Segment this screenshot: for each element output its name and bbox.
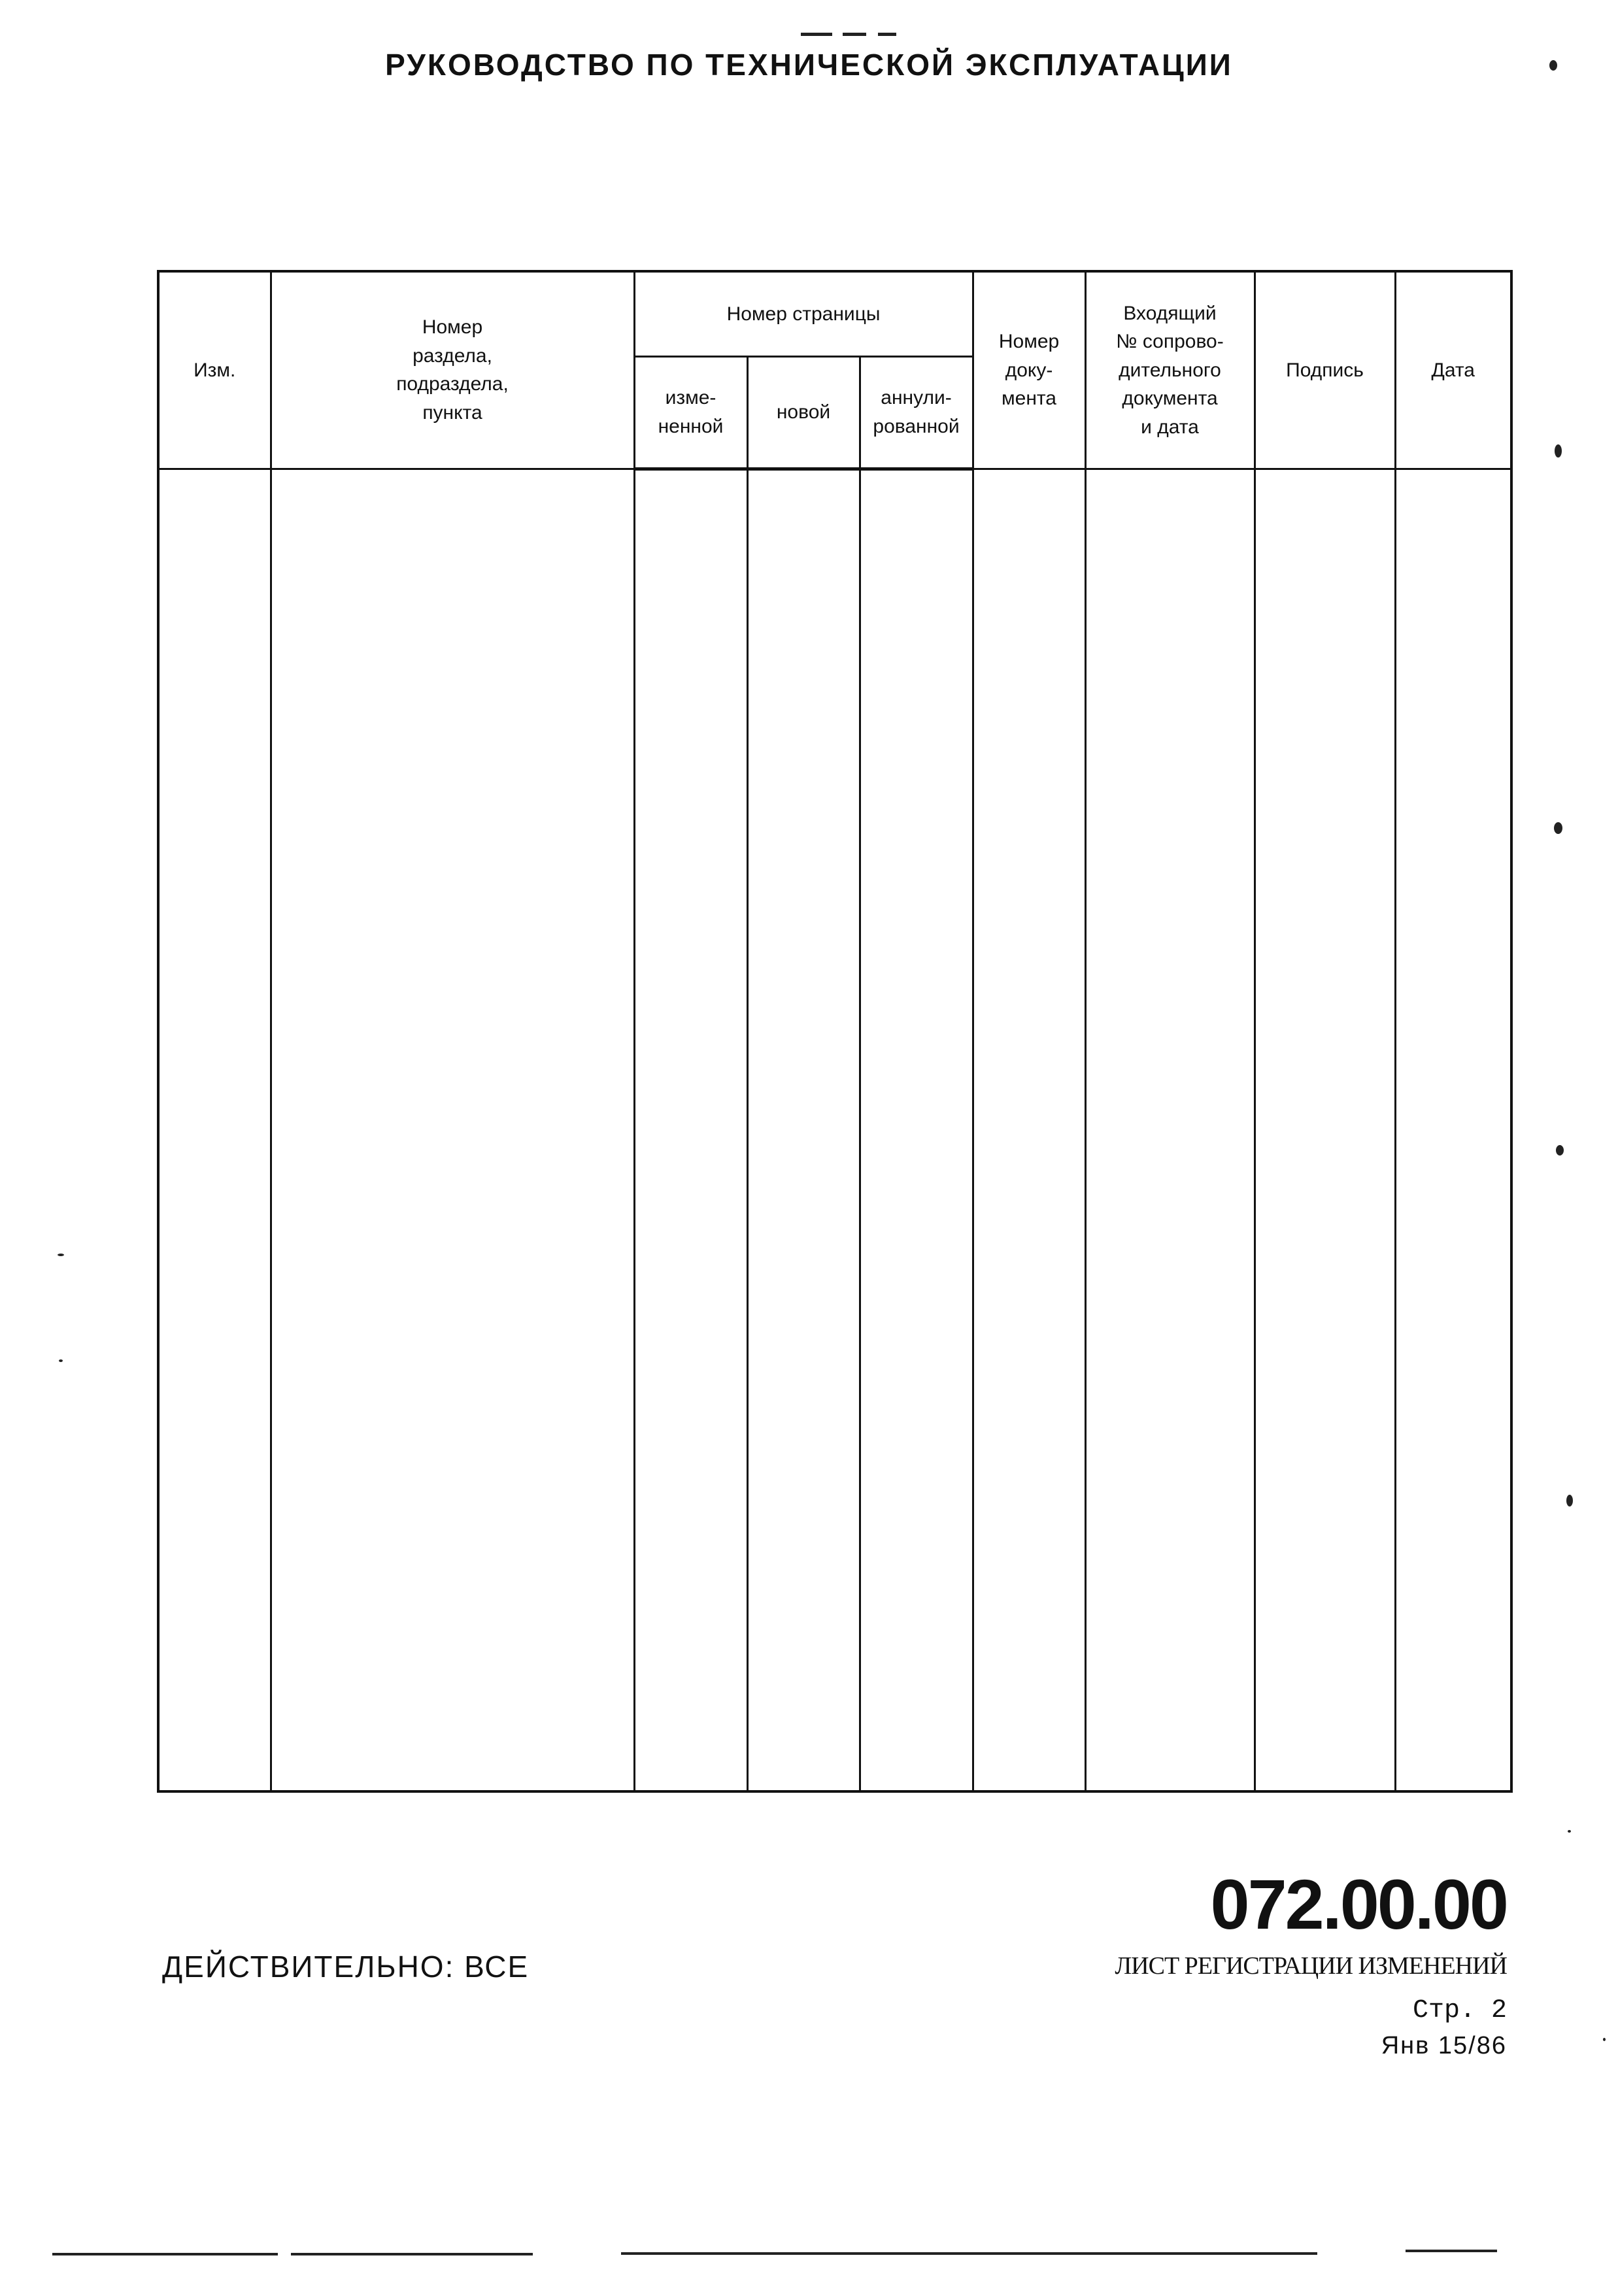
scan-speck xyxy=(1568,1830,1571,1833)
bottom-rule xyxy=(621,2252,1317,2255)
scan-speck xyxy=(1554,822,1562,834)
validity-label: ДЕЙСТВИТЕЛЬНО: ВСЕ xyxy=(162,1950,530,1984)
column-header-page-group: Номер страницы xyxy=(634,271,973,356)
bottom-rule xyxy=(1406,2250,1497,2252)
table-cell xyxy=(271,469,634,1791)
page-number: Стр. 2 xyxy=(1412,1995,1507,2025)
scan-speck xyxy=(1566,1495,1573,1506)
scan-speck xyxy=(58,1254,64,1256)
revision-date: Янв 15/86 xyxy=(1381,2031,1507,2059)
column-header-izm: Изм. xyxy=(158,271,271,469)
column-header-section: Номер раздела, подраздела, пункта xyxy=(271,271,634,469)
header-scan-artifact xyxy=(801,33,899,37)
change-registration-table xyxy=(157,270,1510,1793)
column-header-page-new: новой xyxy=(747,356,860,469)
table-cell xyxy=(1395,469,1511,1791)
document-subtitle: ЛИСТ РЕГИСТРАЦИИ ИЗМЕНЕНИЙ xyxy=(1115,1952,1507,1980)
scan-speck xyxy=(1603,2038,1606,2041)
bottom-rule xyxy=(291,2253,533,2255)
table-cell xyxy=(158,469,271,1791)
document-number: 072.00.00 xyxy=(1210,1865,1507,1944)
document-id-block xyxy=(919,1865,1507,2060)
scan-speck xyxy=(1549,60,1557,71)
table-cell xyxy=(973,469,1085,1791)
column-header-incoming: Входящий № сопрово- дительного документа и дата xyxy=(1085,271,1255,469)
column-header-signature: Подпись xyxy=(1255,271,1395,469)
table-row-empty xyxy=(158,469,1511,1791)
bottom-rule xyxy=(52,2253,278,2255)
scan-speck xyxy=(1555,444,1562,458)
table-cell xyxy=(747,469,860,1791)
table-cell xyxy=(634,469,747,1791)
column-header-date: Дата xyxy=(1395,271,1511,469)
column-header-page-changed: изме- ненной xyxy=(634,356,747,469)
table-cell xyxy=(1085,469,1255,1791)
table-cell xyxy=(1255,469,1395,1791)
column-header-doc-number: Номер доку- мента xyxy=(973,271,1085,469)
scan-speck xyxy=(59,1359,63,1362)
page-title: РУКОВОДСТВО ПО ТЕХНИЧЕСКОЙ ЭКСПЛУАТАЦИИ xyxy=(385,48,1233,82)
column-header-page-annulled: аннули- рованной xyxy=(860,356,973,469)
scan-speck xyxy=(1556,1145,1564,1156)
table-cell xyxy=(860,469,973,1791)
